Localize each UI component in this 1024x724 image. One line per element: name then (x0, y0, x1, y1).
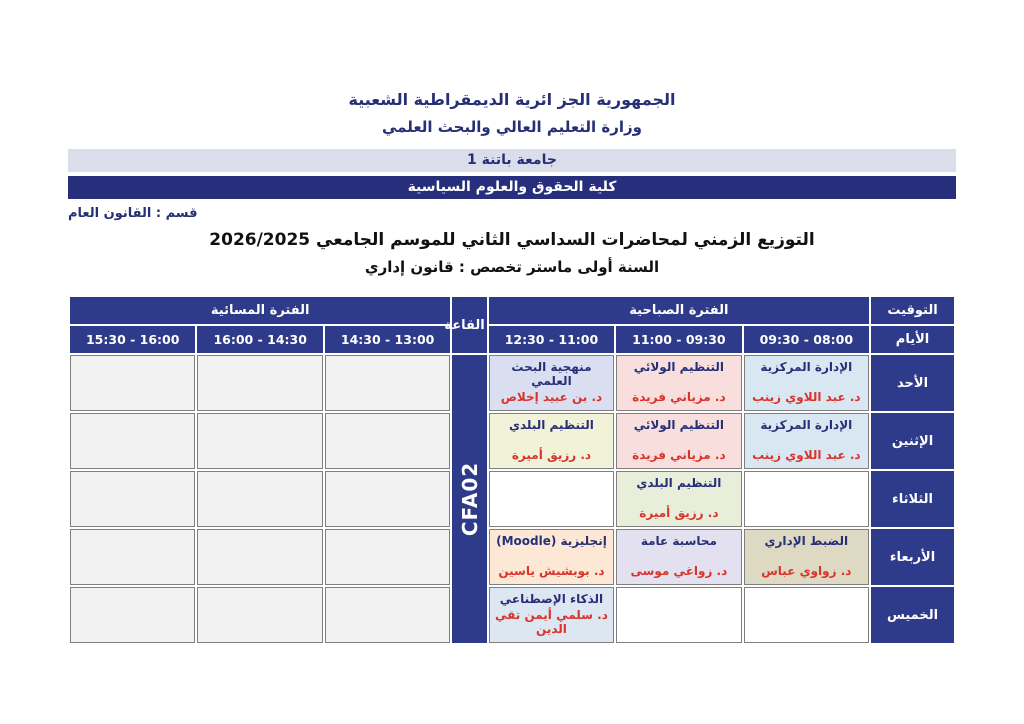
empty-cell (744, 471, 869, 527)
schedule-cell (744, 413, 869, 469)
teacher-name: د. زواوي عباس (761, 564, 852, 578)
evening-period-header: الفترة المسائية (70, 297, 450, 324)
empty-cell (325, 355, 450, 411)
course-name: الإدارة المركزية (760, 418, 853, 432)
empty-cell (70, 413, 195, 469)
schedule-cell (744, 529, 869, 585)
course-name: محاسبة عامة (640, 534, 717, 548)
course-name: التنظيم الولائي (633, 418, 725, 432)
day-row (70, 587, 954, 643)
empty-cell (325, 471, 450, 527)
document-page (68, 0, 956, 645)
teacher-name: د. رزيق أميرة (511, 448, 592, 462)
course-name: التنظيم البلدي (636, 476, 722, 490)
schedule-cell (489, 587, 614, 643)
schedule-cell (744, 355, 869, 411)
faculty-banner: كلية الحقوق والعلوم السياسية (68, 176, 956, 199)
university-banner: جامعة باتنة 1 (68, 149, 956, 172)
room-code: CFA02 (457, 461, 482, 537)
empty-cell (70, 355, 195, 411)
teacher-name: د. عبد اللاوي زينب (752, 448, 861, 462)
schedule-cell (616, 355, 741, 411)
empty-cell (744, 587, 869, 643)
day-row (70, 529, 954, 585)
room-cell (452, 355, 486, 643)
teacher-name: د. بوبشيش ياسين (498, 564, 605, 578)
empty-cell (197, 529, 322, 585)
empty-cell (70, 587, 195, 643)
empty-cell (325, 529, 450, 585)
day-row (70, 413, 954, 469)
empty-cell (616, 587, 741, 643)
course-name: التنظيم البلدي (508, 418, 594, 432)
department-label: قسم : القانون العام (68, 206, 198, 221)
day-row (70, 355, 954, 411)
timing-header: التوقيت (871, 297, 954, 324)
teacher-name: د. رزيق أميرة (639, 506, 719, 520)
days-header: الأيام (871, 326, 954, 353)
teacher-name: د. مزياني فريدة (632, 448, 726, 462)
schedule-cell (489, 355, 614, 411)
day-label: الثلاثاء (871, 471, 954, 527)
empty-cell (197, 355, 322, 411)
course-name: التنظيم الولائي (633, 360, 725, 374)
empty-cell (70, 529, 195, 585)
empty-cell (70, 471, 195, 527)
schedule-cell (489, 413, 614, 469)
day-label: الأحد (871, 355, 954, 411)
room-header: القاعة (452, 297, 486, 353)
morning-slot-1: 09:30 - 08:00 (744, 326, 869, 353)
ministry-header: وزارة التعليم العالي والبحث العلمي (381, 118, 643, 136)
empty-cell (325, 587, 450, 643)
teacher-name: د. بن عبيد إخلاص (500, 390, 603, 404)
evening-slot-2: 16:00 - 14:30 (197, 326, 322, 353)
schedule-cell (616, 471, 741, 527)
schedule-title: التوزيع الزمني لمحاضرات السداسي الثاني للموسم الجامعي 2026/2025 (209, 230, 815, 250)
evening-slot-1: 14:30 - 13:00 (325, 326, 450, 353)
day-label: الأربعاء (871, 529, 954, 585)
teacher-name: د. عبد اللاوي زينب (752, 390, 861, 404)
schedule-subtitle: السنة أولى ماستر تخصص : قانون إداري (364, 258, 660, 276)
empty-cell (489, 471, 614, 527)
teacher-name: د. مزياني فريدة (632, 390, 726, 404)
day-label: الإثنين (871, 413, 954, 469)
course-name: إنجليزية (Moodle) (496, 534, 607, 548)
day-label: الخميس (871, 587, 954, 643)
teacher-name: د. سلمي أيمن تقي الدين (495, 608, 608, 636)
empty-cell (197, 413, 322, 469)
period-header-row (70, 297, 954, 324)
schedule-cell (489, 529, 614, 585)
course-name: الضبط الإداري (764, 534, 849, 548)
empty-cell (197, 471, 322, 527)
morning-slot-2: 11:00 - 09:30 (616, 326, 741, 353)
evening-slot-3: 15:30 - 16:00 (70, 326, 195, 353)
morning-slot-3: 12:30 - 11:00 (489, 326, 614, 353)
empty-cell (325, 413, 450, 469)
course-name: الذكاء الإصطناعي (499, 592, 604, 606)
republic-header: الجمهورية الجز ائرية الديمقراطية الشعبية (348, 90, 676, 109)
morning-period-header: الفترة الصباحية (489, 297, 869, 324)
course-name: منهجية البحث العلمي (511, 360, 592, 388)
timetable (68, 295, 956, 645)
course-name: الإدارة المركزية (760, 360, 853, 374)
department-line (68, 206, 956, 221)
schedule-cell (616, 413, 741, 469)
schedule-cell (616, 529, 741, 585)
empty-cell (197, 587, 322, 643)
timeslot-header-row (70, 326, 954, 353)
day-row (70, 471, 954, 527)
teacher-name: د. زواغي موسى (630, 564, 728, 578)
